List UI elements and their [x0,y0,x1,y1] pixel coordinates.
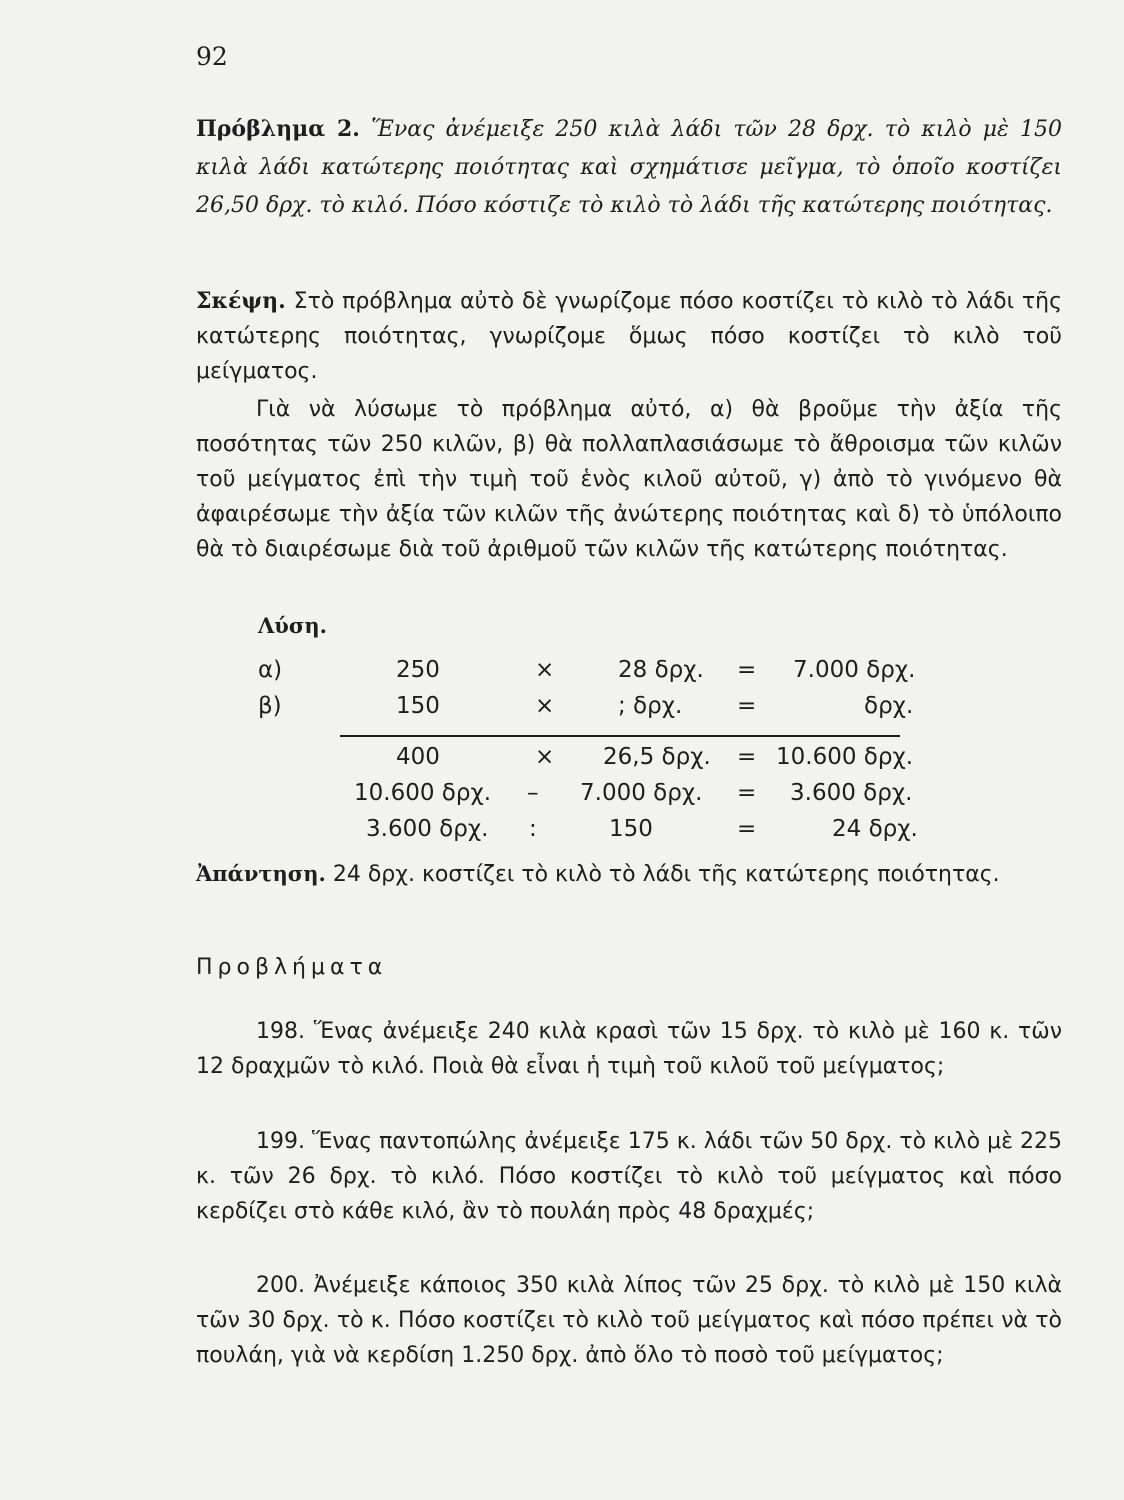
calc-operand: 10.600 δρχ. [354,780,492,806]
answer-label: Ἀπάντηση. [196,861,326,886]
calc-operator: × [535,657,555,683]
calc-operand: 400 [396,744,440,770]
calc-result: 7.000 δρχ. [793,657,916,683]
calc-operand: 250 [396,657,440,683]
calc-operator: × [535,744,555,770]
calc-operand: 26,5 δρχ. [603,744,711,770]
sum-rule [340,735,900,737]
calc-operand: ; δρχ. [618,693,683,719]
exercise-199: 199. Ἕνας παντοπώλης ἀνέμειξε 175 κ. λάδι τῶν 50 δρχ. τὸ κιλὸ μὲ 225 κ. τῶν 26 δρχ. τὸ κιλό. Πόσο κοστίζει τὸ κιλὸ τοῦ μείγματος καὶ πόσο κερδίζει στὸ κάθε κιλό, ἂν τὸ πουλάη πρὸς 48 δραχμές; [196,1129,1062,1224]
exercise-198: 198. Ἕνας ἀνέμειξε 240 κιλὰ κρασὶ τῶν 15 δρχ. τὸ κιλὸ μὲ 160 κ. τῶν 12 δραχμῶν τὸ κιλό. Ποιὰ θὰ εἶναι ἡ τιμὴ τοῦ κιλοῦ τοῦ μείγματος; [196,1019,1062,1079]
calc-operator: – [527,780,539,806]
calc-equals: = [737,816,757,842]
calc-operand: 28 δρχ. [618,657,704,683]
calc-operator: × [535,693,555,719]
page-number: 92 [196,42,228,71]
thought-label: Σκέψη. [196,288,286,314]
problem-text: Ἕνας ἀνέμειξε 250 κιλὰ λάδι τῶν 28 δρχ. τὸ κιλὸ μὲ 150 κιλὰ λάδι κατώτερης ποιότητας καὶ σχημάτισε μεῖγμα, τὸ ὁποῖο κοστίζει 26,50 δρχ. τὸ κιλό. Πόσο κόστιζε τὸ κιλὸ τὸ λάδι τῆς κατώτερης ποιότητας. [196,117,1062,218]
method-paragraph: Γιὰ νὰ λύσωμε τὸ πρόβλημα αὐτό, α) θὰ βροῦμε τὴν ἀξία τῆς ποσότητας τῶν 250 κιλῶν, β) θὰ πολλαπλασιάσωμε τὸ ἄθροισμα τῶν κιλῶν τοῦ μείγματος ἐπὶ τὴν τιμὴ τοῦ ἑνὸς κιλοῦ αὐτοῦ, γ) ἀπὸ τὸ γινόμενο θὰ ἀφαιρέσωμε τὴν ἀξία τῶν κιλῶν τῆς ἀνώτερης ποιότητας καὶ δ) τὸ ὑπόλοιπο θὰ τὸ διαιρέσωμε διὰ τοῦ ἀριθμοῦ τῶν κιλῶν τῆς κατώτερης ποιότητας. [196,397,1062,562]
calc-equals: = [737,780,757,806]
calc-result: 24 δρχ. [832,816,918,842]
thought-text: Στὸ πρόβλημα αὐτὸ δὲ γνωρίζομε πόσο κοστίζει τὸ κιλὸ τὸ λάδι τῆς κατώτερης ποιότητας, γνωρίζομε ὅμως πόσο κοστίζει τὸ κιλὸ τοῦ μείγματος. [196,289,1062,384]
calc-operand: 150 [396,693,440,719]
calc-operator: : [529,816,537,842]
calc-operand: 3.600 δρχ. [366,816,489,842]
solution-label: Λύση. [258,613,327,638]
thought-paragraph [196,284,1062,389]
problem-statement [196,110,1062,225]
calc-result: 10.600 δρχ. [776,744,914,770]
calc-operand: 7.000 δρχ. [580,780,703,806]
calc-result: δρχ. [864,693,914,719]
calc-result: 3.600 δρχ. [790,780,913,806]
calc-equals: = [737,657,757,683]
calc-row-label: β) [258,693,282,719]
problems-heading: Προβλήματα [196,955,388,980]
answer-paragraph [196,856,1062,892]
problem-label: Πρόβλημα 2. [196,116,360,142]
answer-text: 24 δρχ. κοστίζει τὸ κιλὸ τὸ λάδι τῆς κατώτερης ποιότητας. [332,862,1000,887]
calc-operand: 150 [609,816,653,842]
calc-equals: = [737,693,757,719]
exercise-200: 200. Ἀνέμειξε κάποιος 350 κιλὰ λίπος τῶν 25 δρχ. τὸ κιλὸ μὲ 150 κιλὰ τῶν 30 δρχ. τὸ κ. Πόσο κοστίζει τὸ κιλὸ τοῦ μείγματος καὶ πόσο πρέπει νὰ τὸ πουλάη, γιὰ νὰ κερδίση 1.250 δρχ. ἀπὸ ὅλο τὸ ποσὸ τοῦ μείγματος; [196,1273,1062,1368]
calc-row-label: α) [258,657,283,683]
calc-equals: = [737,744,757,770]
